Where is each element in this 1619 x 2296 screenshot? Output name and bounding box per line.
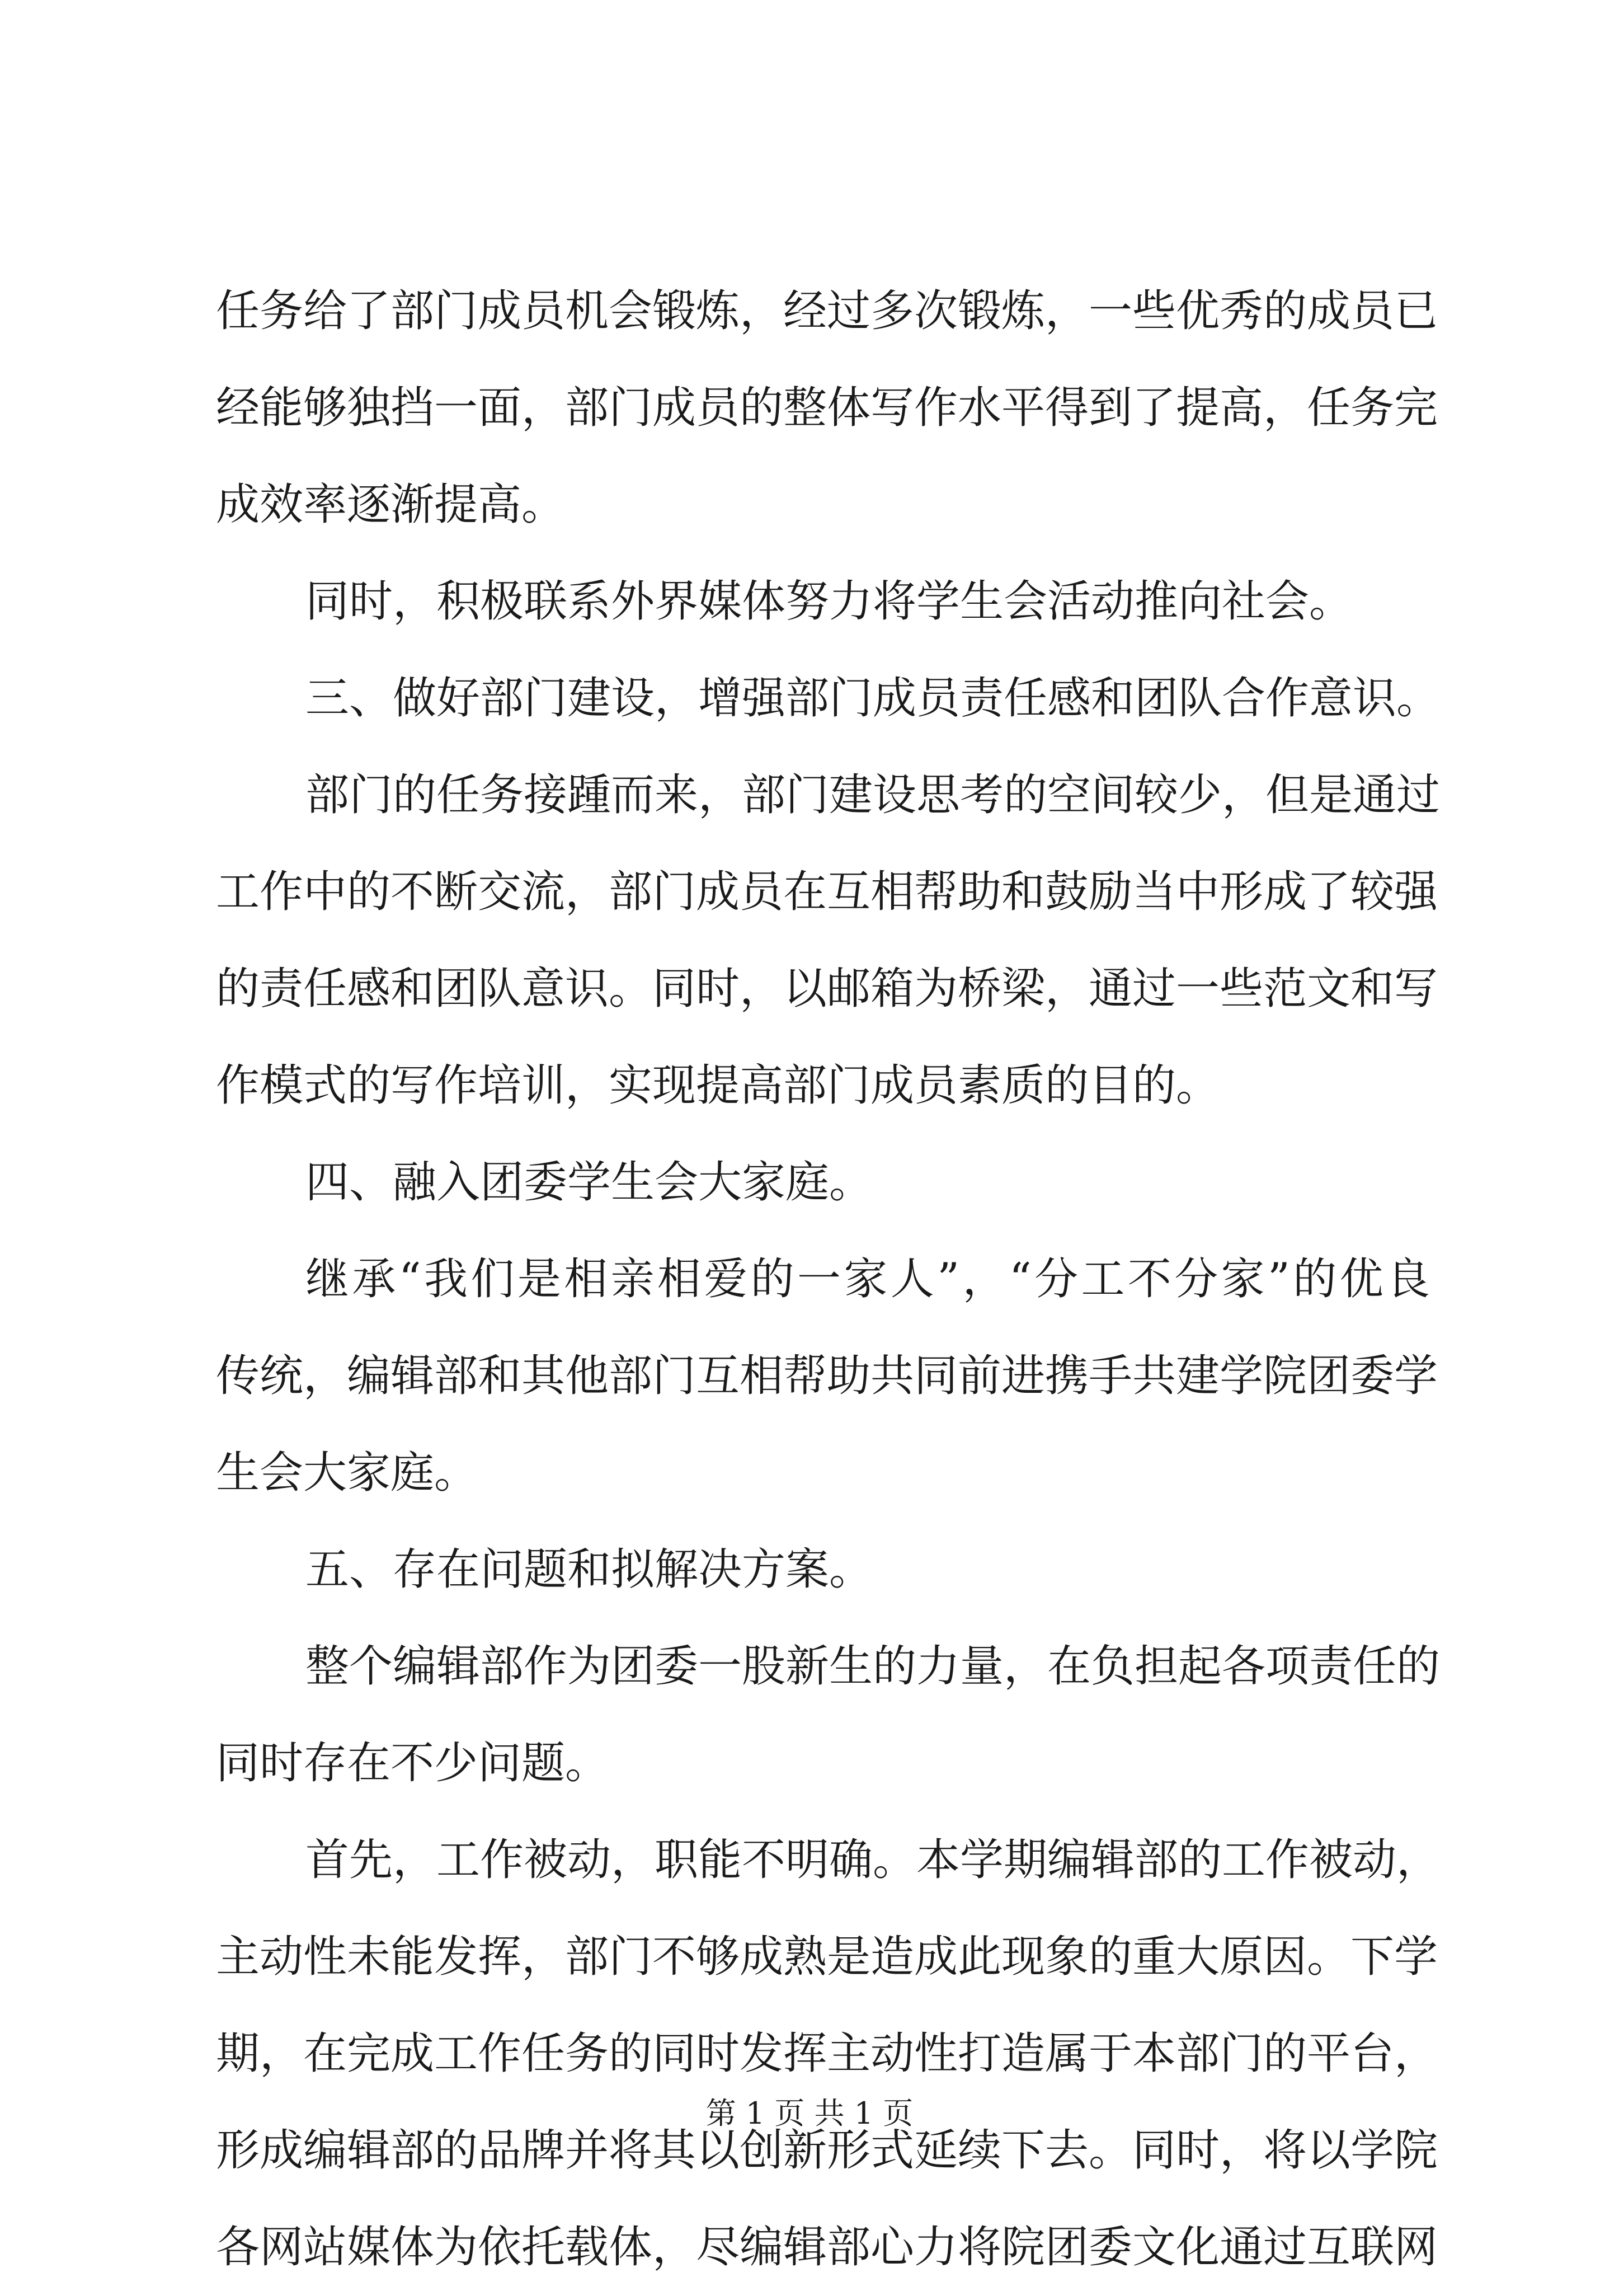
text-line: 传统，编辑部和其他部门互相帮助共同前进携手共建学院团委学	[216, 1351, 1438, 1401]
text-line: 主动性未能发挥，部门不够成熟是造成此现象的重大原因。下学	[216, 1932, 1438, 1982]
text-line: 经能够独挡一面，部门成员的整体写作水平得到了提高，任务完	[216, 383, 1438, 433]
text-line: 期，在完成工作任务的同时发挥主动性打造属于本部门的平台，	[216, 2029, 1438, 2079]
section-heading: 三、做好部门建设，增强部门成员责任感和团队合作意识。	[305, 673, 1441, 724]
text-line: 作模式的写作培训，实现提高部门成员素质的目的。	[216, 1060, 1220, 1111]
text-line: 生会大家庭。	[216, 1448, 478, 1498]
text-line: 形成编辑部的品牌并将其以创新形式延续下去。同时，将以学院	[216, 2125, 1438, 2176]
text-line: 各网站媒体为依托载体，尽编辑部心力将院团委文化通过互联网	[216, 2222, 1438, 2272]
text-line: 同时，积极联系外界媒体努力将学生会活动推向社会。	[305, 576, 1353, 627]
text-line: 部门的任务接踵而来，部门建设思考的空间较少，但是通过	[305, 770, 1441, 820]
text-line: 的责任感和团队意识。同时，以邮箱为桥梁，通过一些范文和写	[216, 964, 1438, 1014]
section-heading: 五、存在问题和拟解决方案。	[305, 1544, 873, 1595]
text-line: 工作中的不断交流，部门成员在互相帮助和鼓励当中形成了较强	[216, 867, 1438, 917]
document-body	[216, 263, 1441, 2296]
section-heading: 四、融入团委学生会大家庭。	[305, 1157, 873, 1208]
text-line: 任务给了部门成员机会锻炼，经过多次锻炼，一些优秀的成员已	[216, 286, 1438, 336]
text-line: 同时存在不少问题。	[216, 1738, 609, 1788]
page-footer: 第 1 页 共 1 页	[705, 2096, 914, 2131]
text-line: 首先，工作被动，职能不明确。本学期编辑部的工作被动，	[305, 1835, 1441, 1885]
text-line: 继承“我们是相亲相爱的一家人”，“分工不分家”的优良	[305, 1254, 1430, 1304]
text-line: 成效率逐渐提高。	[216, 480, 566, 530]
text-line: 整个编辑部作为团委一股新生的力量，在负担起各项责任的	[305, 1641, 1441, 1692]
